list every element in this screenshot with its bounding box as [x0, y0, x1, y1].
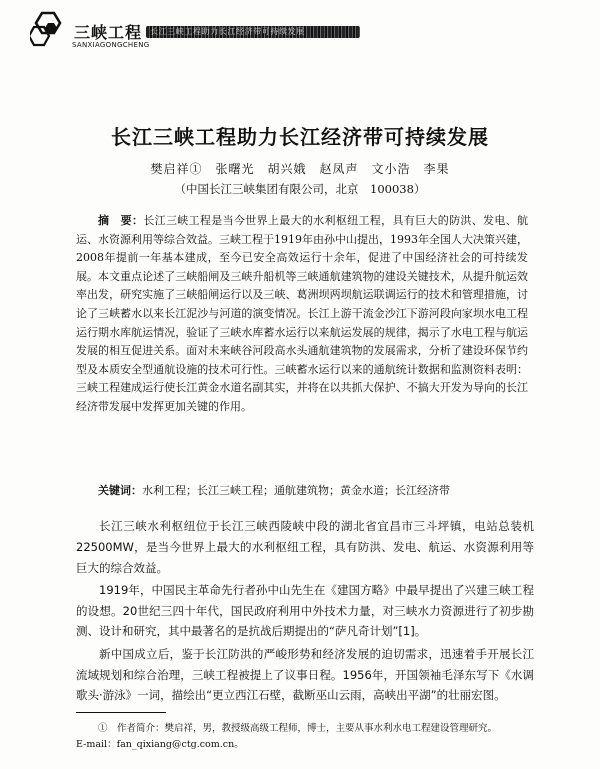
paper-title: 长江三峡工程助力长江经济带可持续发展 — [111, 125, 489, 149]
author-list: 樊启祥① 张曙光 胡兴娥 赵凤声 文小浩 李果 — [150, 162, 450, 176]
footnote-author-bio: ① 作者简介：樊启祥，男，教授级高级工程师，博士，主要从事水利水电工程建设管理研究。 — [98, 723, 498, 734]
keywords — [76, 483, 528, 499]
body-paragraph: 1919年，中国民主革命先行者孙中山先生在《建国方略》中最早提出了兴建三峡工程的设想。20世纪三四十年代，国民政府利用中外技术力量，对三峡水力资源进行了初步勘测、设计和研究，其中最著名的是抗战后期提出的“萨凡奇计划”[1]。 — [76, 582, 534, 639]
author-affiliation: （中国长江三峡集团有限公司，北京 100038） — [174, 182, 426, 196]
abstract-label: 摘 要： — [98, 214, 144, 227]
footnote — [76, 721, 534, 753]
body-paragraph: 新中国成立后，鉴于长江防洪的严峻形势和经济发展的迫切需求，迅速着手开展长江流域规划和综合治理，三峡工程被提上了议事日程。1956年，开国领袖毛泽东写下《水调歌头·游泳》一词，描绘出“更立西江石壁，截断巫山云雨，高峡出平湖”的壮丽宏图。 — [76, 646, 534, 703]
body-text — [76, 516, 534, 708]
journal-name-cn: 三峡工程 — [74, 23, 143, 42]
keywords-label: 关键词： — [98, 484, 142, 497]
header-band-text: 长江三峡工程助力长江经济带可持续发展 — [150, 27, 305, 36]
footnote-divider — [76, 712, 166, 713]
abstract — [76, 212, 528, 417]
hexagon-logo-icon — [30, 10, 70, 48]
keywords-text: 水利工程；长江三峡工程；通航建筑物；黄金水道；长江经济带 — [142, 484, 450, 497]
abstract-text: 长江三峡工程是当今世界上最大的水利枢纽工程，具有巨大的防洪、发电、航运、水资源利用等综合效益。三峡工程于1919年由孙中山提出，1993年全国人大决策兴建，2008年提前一年基本建成，至今已安全高效运行十余年，促进了中国经济社会的可持续发展。本文重点论述了三峡船闸及三峡升船机等三峡通航建筑物的建设关键技术，从提升航运效率出发，研究实施了三峡船闸运行以及三峡、葛洲坝两坝航运联调运行的技术和管理措施，讨论了三峡蓄水以来长江泥沙与河道的演变情况。长江上游干流金沙江下游河段向家坝水电工程运行期水库航运情况，验证了三峡水库蓄水运行以来航运发展的规律，揭示了水电工程与航运发展的相互促进关系。面对未来峡谷河段高水头通航建筑物的发展需求，分析了建设环保节约型及本质安全型通航设施的技术可行性。三峡蓄水运行以来的通航统计数据和监测资料表明：三峡工程建成运行使长江黄金水道名副其实，并将在以共抓大保护、不搞大开发为导向的长江经济带发展中发挥更加关键的作用。 — [76, 214, 529, 413]
body-paragraph: 长江三峡水利枢纽位于长江三峡西陵峡中段的湖北省宜昌市三斗坪镇，电站总装机22500MW，是当今世界上最大的水利枢纽工程，具有防洪、发电、航运、水资源利用等巨大的综合效益。 — [76, 519, 534, 575]
journal-name-en: SANXIAGONGCHENG — [72, 41, 150, 49]
footnote-email: E-mail：fan_qixiang@ctg.com.cn。 — [76, 739, 244, 750]
